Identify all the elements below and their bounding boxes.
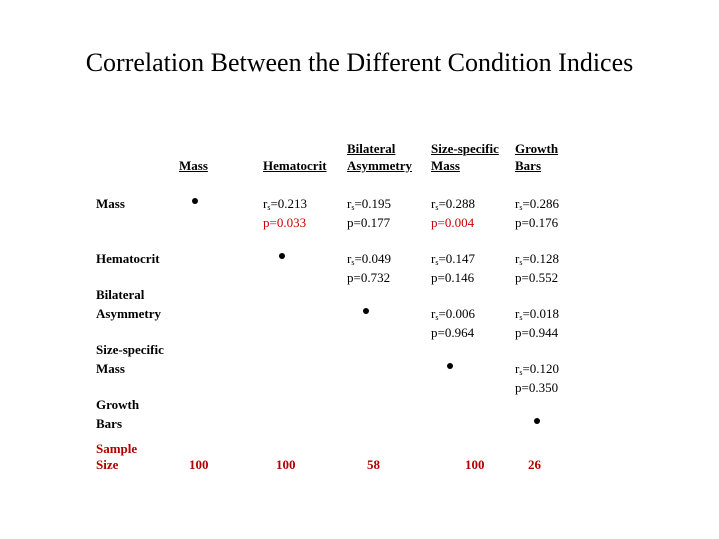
correlation-cell — [515, 194, 559, 232]
rs-value: $r_s=0.288$ — [431, 196, 476, 212]
correlation-cell — [347, 249, 391, 287]
diagonal-dot — [192, 198, 198, 204]
correlation-cell — [431, 194, 475, 232]
rs-subscript: s — [519, 368, 523, 377]
sample-size-value: 100 — [189, 457, 209, 472]
correlation-cell — [515, 249, 559, 287]
page-title: Correlation Between the Different Condition Indices — [85, 48, 634, 77]
sample-size-label-line1: Sample — [96, 441, 138, 456]
column-header-line2: Asymmetry — [347, 158, 412, 173]
rs-subscript: s — [435, 258, 439, 267]
row-header — [96, 285, 161, 323]
sample-size-value: 100 — [276, 457, 296, 472]
row-header-line2: Mass — [96, 361, 125, 376]
column-header-line1: Bilateral — [347, 141, 396, 156]
column-header-line1: Growth — [515, 141, 559, 156]
correlation-cell — [515, 304, 559, 342]
correlation-cell — [431, 304, 475, 342]
column-header — [515, 140, 558, 174]
sample-size-label-line2: Size — [96, 457, 119, 472]
diagonal-dot — [279, 253, 285, 259]
p-value: p=0.176 — [515, 215, 559, 230]
column-header-line1: Size-specific — [431, 141, 499, 156]
correlation-cell — [515, 359, 559, 397]
diagonal-dot — [363, 308, 369, 314]
correlation-cell — [431, 249, 475, 287]
rs-subscript: s — [519, 313, 523, 322]
rs-subscript: s — [519, 203, 523, 212]
p-value: p=0.732 — [347, 270, 391, 285]
column-header-line2: Bars — [515, 158, 541, 173]
sample-size-value: 100 — [465, 457, 485, 472]
row-header-line1: Mass — [96, 196, 125, 211]
p-value: p=0.350 — [515, 380, 559, 395]
rs-value: $r_s=0.128$ — [515, 251, 560, 267]
p-value: p=0.964 — [431, 325, 475, 340]
rs-value: $r_s=0.213$ — [263, 196, 308, 212]
p-value: p=0.033 — [263, 215, 307, 230]
column-header — [263, 140, 327, 174]
p-value: p=0.552 — [515, 270, 559, 285]
column-header-line2: Mass — [431, 158, 460, 173]
rs-value: $r_s=0.286$ — [515, 196, 560, 212]
rs-subscript: s — [435, 203, 439, 212]
column-header-line1 — [263, 140, 327, 157]
rs-subscript: s — [435, 313, 439, 322]
diagonal-dot — [534, 418, 540, 424]
column-header — [347, 140, 412, 174]
p-value: p=0.944 — [515, 325, 559, 340]
column-header-line2: Hematocrit — [263, 158, 327, 173]
sample-size-label — [96, 441, 137, 473]
row-header-line2: Asymmetry — [96, 306, 161, 321]
rs-value: $r_s=0.120$ — [515, 361, 560, 377]
rs-value: $r_s=0.018$ — [515, 306, 560, 322]
row-header — [96, 340, 164, 378]
rs-subscript: s — [351, 203, 355, 212]
p-value: p=0.004 — [431, 215, 475, 230]
row-header-line1: Size-specific — [96, 342, 164, 357]
row-header-line2: Bars — [96, 416, 122, 431]
sample-size-value: 58 — [367, 457, 380, 472]
rs-subscript: s — [267, 203, 271, 212]
row-header-line1: Growth — [96, 397, 140, 412]
rs-value: $r_s=0.147$ — [431, 251, 476, 267]
row-header — [96, 395, 139, 433]
correlation-cell — [347, 194, 391, 232]
rs-subscript: s — [351, 258, 355, 267]
diagonal-dot — [447, 363, 453, 369]
column-header-line2: Mass — [179, 158, 208, 173]
row-header — [96, 194, 125, 213]
p-value: p=0.146 — [431, 270, 475, 285]
column-header-line1 — [179, 140, 208, 157]
rs-value: $r_s=0.195$ — [347, 196, 392, 212]
rs-value: $r_s=0.006$ — [431, 306, 476, 322]
column-header — [431, 140, 499, 174]
row-header — [96, 249, 160, 268]
column-header — [179, 140, 208, 174]
sample-size-value: 26 — [528, 457, 541, 472]
p-value: p=0.177 — [347, 215, 391, 230]
correlation-cell — [263, 194, 307, 232]
row-header-line1: Hematocrit — [96, 251, 160, 266]
row-header-line1: Bilateral — [96, 287, 145, 302]
rs-value: $r_s=0.049$ — [347, 251, 392, 267]
rs-subscript: s — [519, 258, 523, 267]
